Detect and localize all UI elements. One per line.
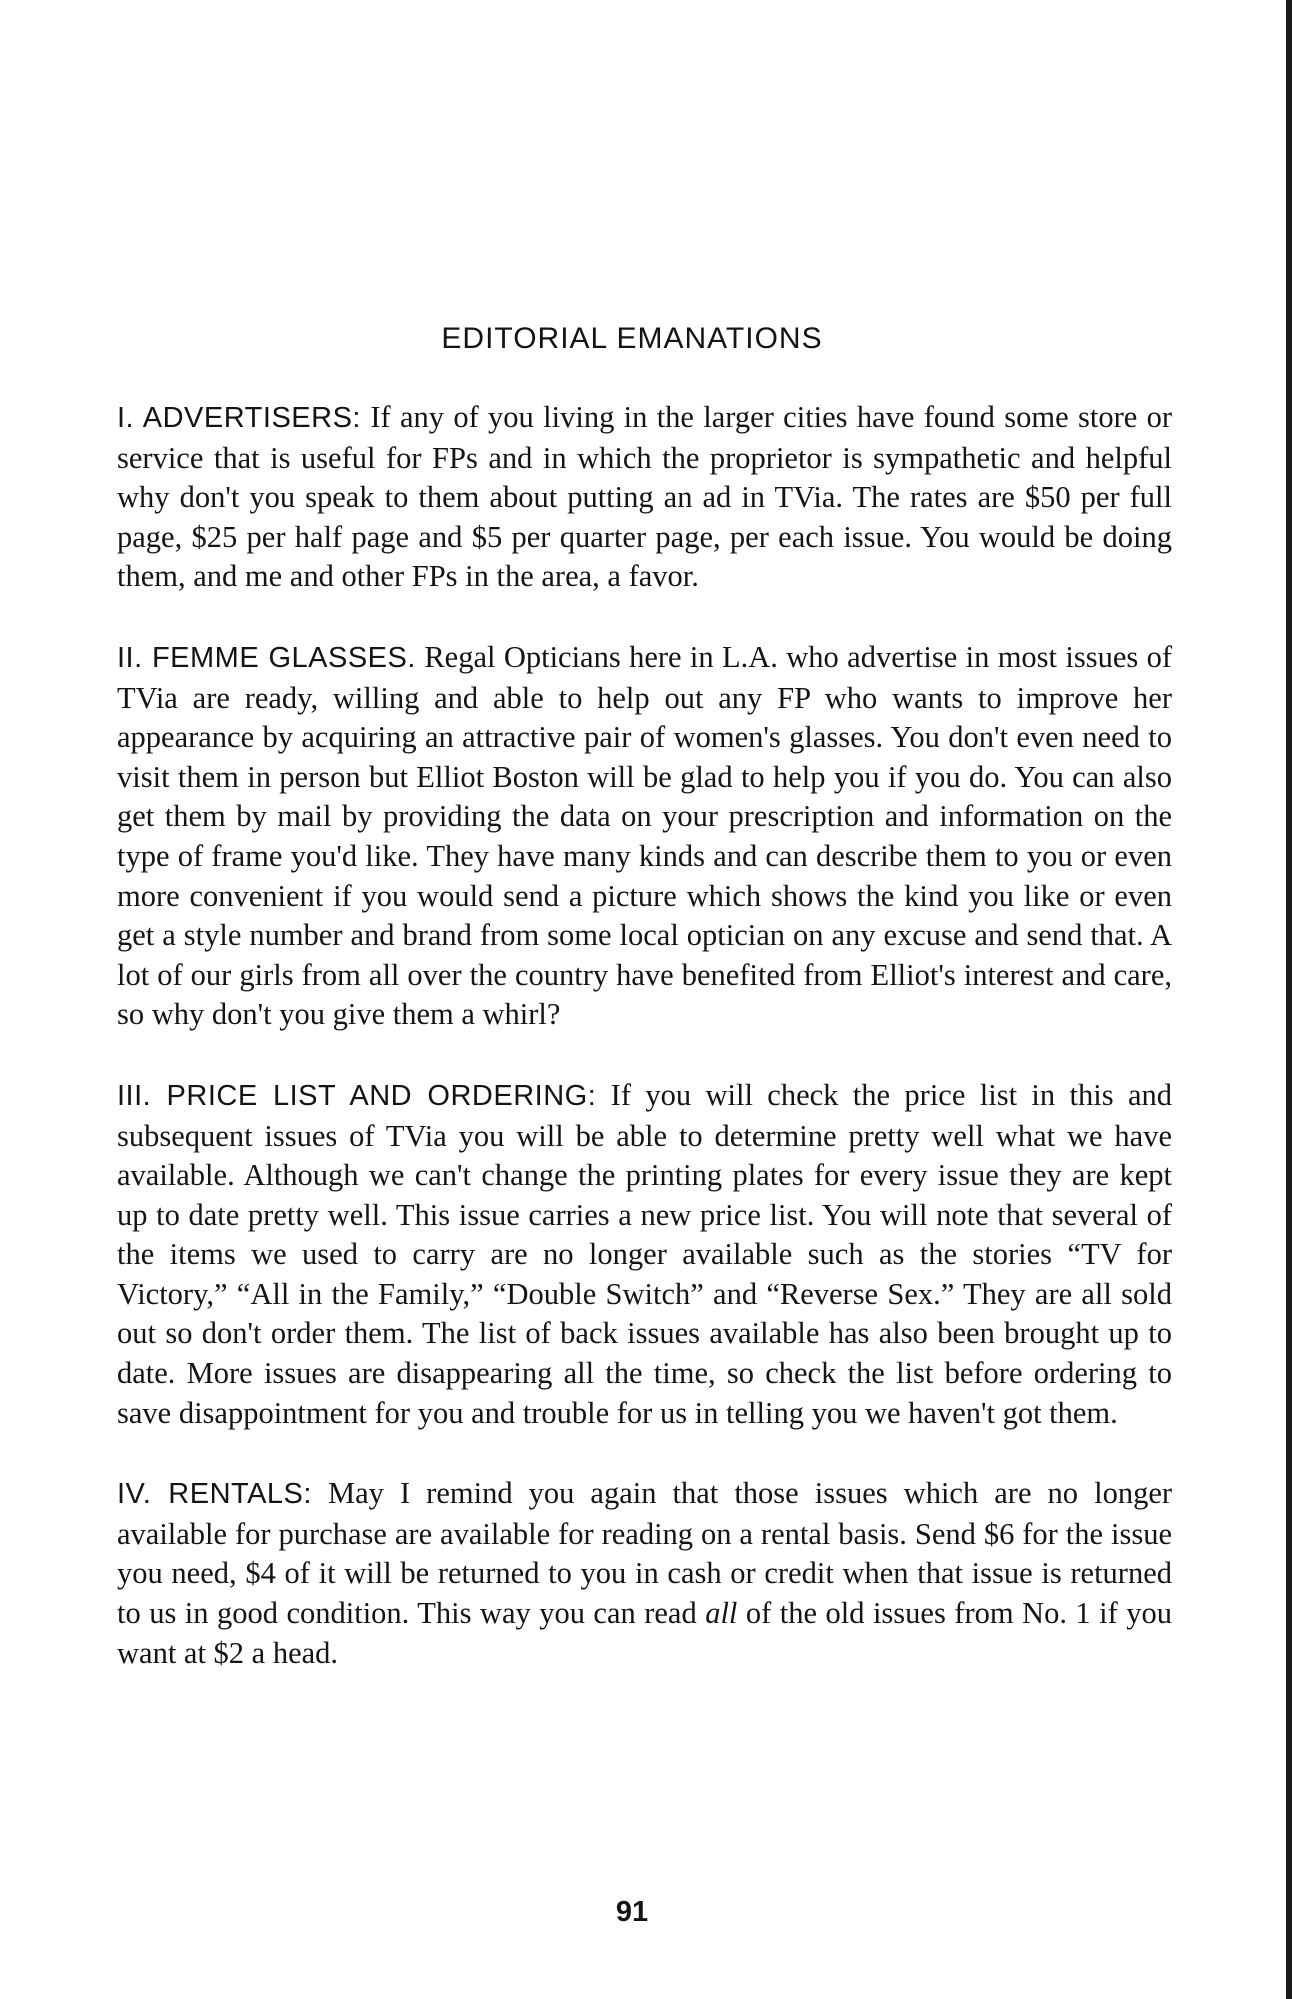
section-text: If any of you living in the larger cities have found some store or service that is useful for FPs and in which the proprietor is sympathetic and helpful why don't you speak to them about putting an ad in TVia. The rates are $50 per full page, $25 per half page and $5 per quarter page, per each issue. You would be doing them, and me and other FPs in the area, a favor. <box>117 400 1173 594</box>
section-text: May I remind you again that those issues which are no longer available for purchase are available for reading on a rental basis. Send $6 for the issue you need, $4 of it will be returned to you in cash or credit when that issue is returned to us in good condition. This way you can read <box>117 1476 1173 1631</box>
section-femme-glasses <box>117 638 1172 1035</box>
section-price-list <box>117 1076 1172 1433</box>
page-edge-shadow <box>1286 0 1292 1999</box>
section-text: If you will check the price list in this and subsequent issues of TVia you will be able to determine pretty well what we have available. Although we can't change the printing plates for every issue they are kept up to date pretty well. This issue carries a new price list. You will note that several of the items we used to carry are no longer available such as the stories “TV for Victory,” “All in the Family,” “Double Switch” and “Reverse Sex.” They are all sold out so don't order them. The list of back issues available has also been brought up to date. More issues are disappearing all the time, so check the list before ordering to save disappointment for you and trouble for us in telling you we haven't got them. <box>117 1077 1172 1430</box>
page-number: 91 <box>615 1896 649 1928</box>
section-heading: IV. RENTALS: <box>117 1478 312 1511</box>
page-title: EDITORIAL EMANATIONS <box>441 322 823 355</box>
section-advertisers <box>117 398 1172 597</box>
section-text: of the old issues from No. 1 if you want at $2 a head. <box>117 1596 1173 1670</box>
section-heading: I. ADVERTISERS: <box>117 402 361 434</box>
emphasis-text: all <box>705 1596 738 1631</box>
section-heading: III. PRICE LIST AND ORDERING: <box>117 1079 597 1112</box>
section-rentals <box>117 1474 1172 1673</box>
section-text: Regal Opticians here in L.A. who advertise in most issues of TVia are ready, willing and able to help out any FP who wants to improve her appearance by acquiring an attractive pair of women's glasses. You don't even need to visit them in person but Elliot Boston will be glad to help you if you do. You can also get them by mail by providing the data on your prescription and information on the type of frame you'd like. They have many kinds and can describe them to you or even more convenient if you would send a picture which shows the kind you like or even get a style number and brand from some local optician on any excuse and send that. A lot of our girls from all over the country have benefited from Elliot's interest and care, so why don't you give them a whirl? <box>117 639 1173 1032</box>
article-body <box>117 398 1172 1714</box>
section-heading: II. FEMME GLASSES. <box>117 641 416 674</box>
